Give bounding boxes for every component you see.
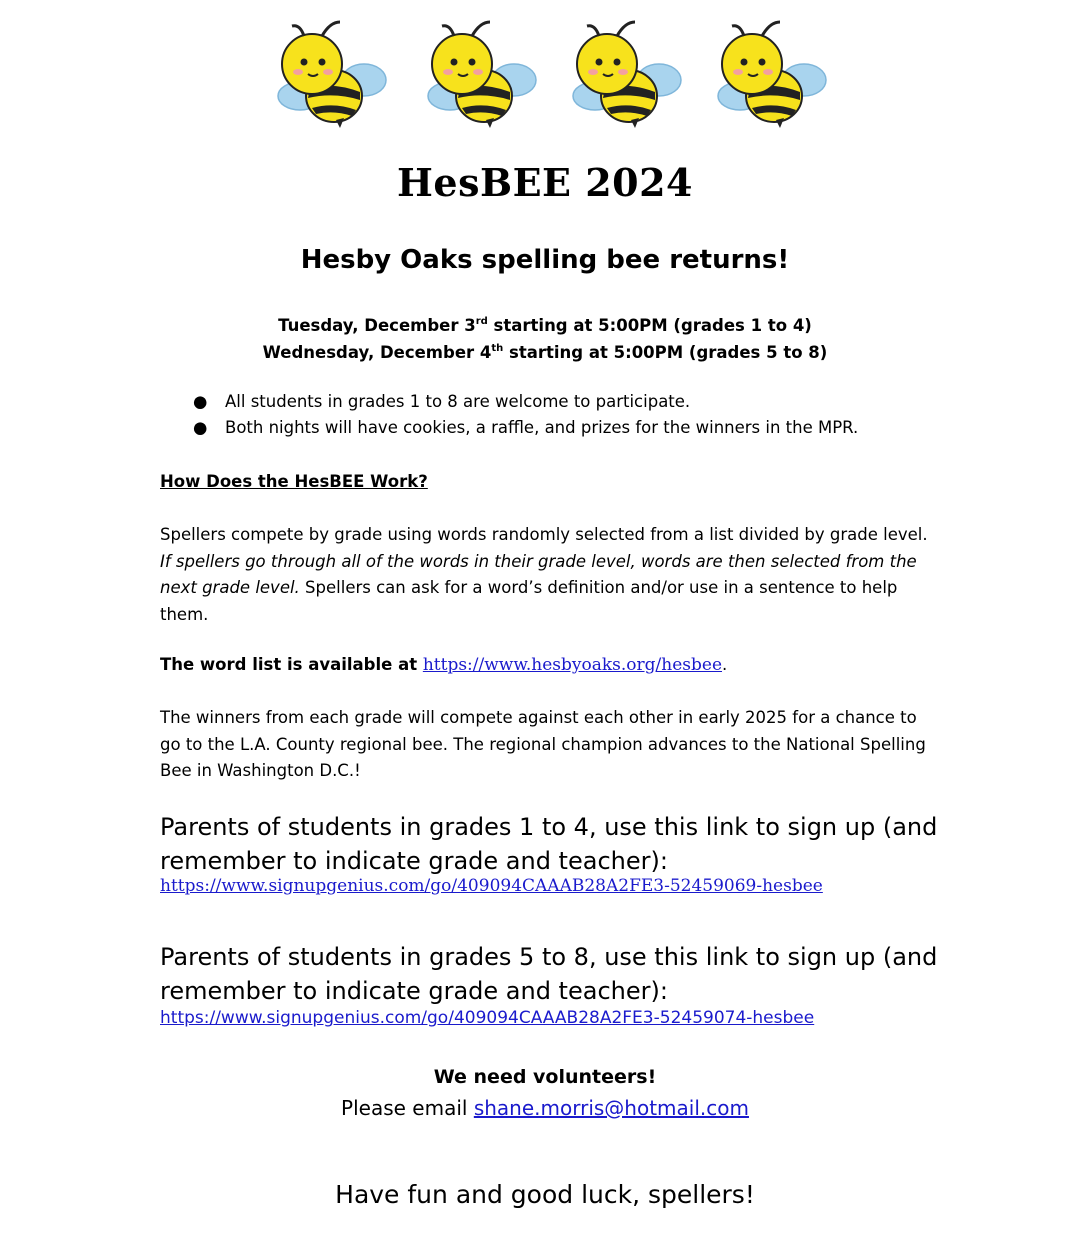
info-bullet-list (190, 389, 930, 441)
word-list-label: The word list is available at (160, 655, 423, 674)
date-text: Wednesday, December 4 (262, 343, 492, 362)
volunteer-email-line (0, 1096, 1090, 1120)
list-item (190, 389, 930, 415)
page-title: HesBEE 2024 (396, 160, 693, 205)
paragraph-text: Spellers can ask for a word’s definition and/or use in a sentence to help them. (160, 578, 898, 624)
signup-grades-1-4-text: Parents of students in grades 1 to 4, use this link to sign up (and remember to indicate grade and teacher): (160, 813, 938, 875)
bee-row (264, 14, 834, 134)
paragraph-italic-text: If spellers go through all of the words in their grade level, words are then selected from the next grade level. (160, 551, 917, 597)
date-line-grades-1-4 (0, 312, 1090, 339)
list-item (190, 415, 930, 441)
date-text: Tuesday, December 3 (278, 316, 476, 335)
how-it-works-paragraph (160, 522, 935, 628)
page-subtitle: Hesby Oaks spelling bee returns! (300, 245, 790, 275)
bee-icon (414, 14, 544, 132)
winners-paragraph: The winners from each grade will compete against each other in early 2025 for a chance to go to the L.A. County regional bee. The regional champion advances to the National Spelling Bee in Washington D.C.! (160, 708, 926, 780)
paragraph-text: Spellers compete by grade using words randomly selected from a list divided by grade level. (160, 525, 928, 544)
word-list-period: . (722, 655, 728, 674)
how-it-works-heading: How Does the HesBEE Work? (160, 472, 428, 491)
bullet-icon: ● (193, 418, 208, 437)
list-item-text: Both nights will have cookies, a raffle, and prizes for the winners in the MPR. (225, 418, 859, 437)
closing-message: Have fun and good luck, spellers! (335, 1180, 755, 1209)
word-list-link[interactable]: https://www.hesbyoaks.org/hesbee (422, 655, 723, 675)
email-prefix: Please email (341, 1096, 474, 1120)
bee-icon (559, 14, 689, 132)
bee-icon (264, 14, 394, 132)
event-dates (0, 312, 1090, 366)
date-ordinal: rd (475, 316, 488, 327)
volunteer-email-link[interactable]: shane.morris@hotmail.com (473, 1096, 749, 1120)
date-ordinal: th (491, 343, 504, 354)
signup-grades-5-8-text: Parents of students in grades 5 to 8, use this link to sign up (and remember to indicate grade and teacher): (160, 943, 938, 1005)
signup-grades-5-8-link[interactable]: https://www.signupgenius.com/go/409094CAAAB28A2FE3-52459074-hesbee (160, 1008, 815, 1028)
list-item-text: All students in grades 1 to 8 are welcome to participate. (225, 392, 691, 411)
volunteers-heading: We need volunteers! (433, 1066, 657, 1088)
signup-grades-1-4-link[interactable]: https://www.signupgenius.com/go/409094CAAAB28A2FE3-52459069-hesbee (160, 876, 823, 896)
word-list-line (160, 652, 935, 679)
bullet-icon: ● (193, 392, 208, 411)
date-line-grades-5-8 (0, 339, 1090, 366)
bee-icon (704, 14, 834, 132)
date-details: starting at 5:00PM (grades 1 to 4) (487, 316, 812, 335)
date-details: starting at 5:00PM (grades 5 to 8) (503, 343, 828, 362)
